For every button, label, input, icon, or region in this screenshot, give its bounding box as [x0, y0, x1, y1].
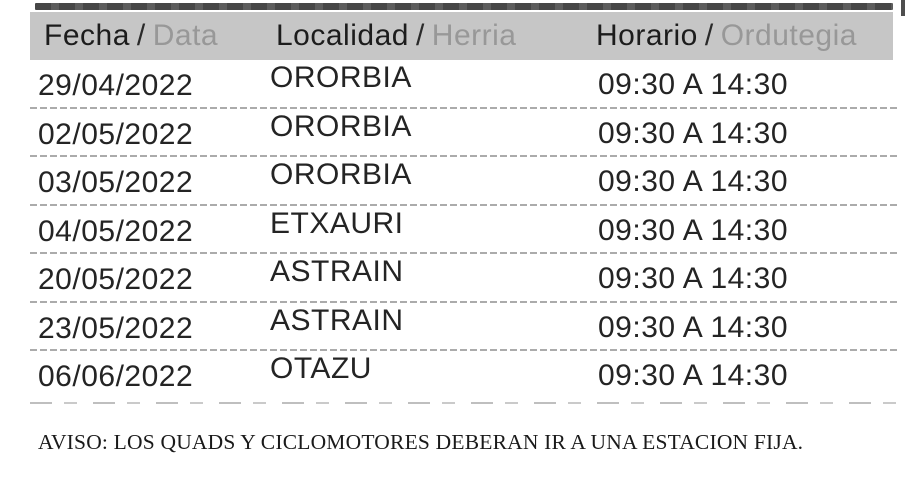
time-cell: 09:30 A 14:30: [598, 262, 789, 296]
notice-text: AVISO: LOS QUADS Y CICLOMOTORES DEBERAN IR A UNA ESTACION FIJA.: [38, 430, 804, 454]
locality-cell: ETXAURI: [270, 206, 404, 240]
table-row: [30, 157, 900, 206]
table-header-row: [30, 12, 893, 60]
time-cell: 09:30 A 14:30: [598, 310, 789, 344]
table-row: [30, 60, 900, 109]
table-body: [30, 60, 900, 400]
header-horario-eu: Ordutegia: [720, 19, 857, 52]
locality-cell: ASTRAIN: [270, 303, 404, 337]
time-cell: 09:30 A 14:30: [598, 165, 789, 199]
time-cell: 09:30 A 14:30: [598, 359, 789, 393]
table-row: [30, 109, 900, 158]
scan-artifact-mark: [901, 0, 905, 16]
date-cell: 02/05/2022: [38, 117, 194, 151]
time-cell: 09:30 A 14:30: [598, 68, 789, 102]
table-row: [30, 206, 900, 255]
locality-cell: ORORBIA: [270, 61, 412, 95]
header-cell-horario: [588, 19, 893, 53]
header-localidad-eu: Herria: [431, 19, 517, 52]
header-cell-localidad: [268, 19, 588, 53]
header-fecha-eu: Data: [152, 19, 219, 52]
date-cell: 23/05/2022: [38, 311, 194, 345]
header-horario-es: Horario: [596, 19, 698, 52]
table-row: [30, 351, 900, 400]
date-cell: 20/05/2022: [38, 263, 194, 297]
time-cell: 09:30 A 14:30: [598, 213, 789, 247]
time-cell: 09:30 A 14:30: [598, 116, 789, 150]
header-cell-fecha: [30, 19, 268, 53]
date-cell: 06/06/2022: [38, 360, 194, 394]
header-divider: /: [704, 19, 714, 52]
header-divider: /: [136, 19, 146, 52]
header-fecha-es: Fecha: [44, 19, 130, 52]
locality-cell: ORORBIA: [270, 158, 412, 192]
date-cell: 29/04/2022: [38, 69, 194, 103]
locality-cell: OTAZU: [270, 352, 372, 386]
table-row: [30, 254, 900, 303]
table-top-border: [35, 3, 893, 10]
header-divider: /: [415, 19, 425, 52]
table-row: [30, 303, 900, 352]
header-localidad-es: Localidad: [276, 19, 409, 52]
date-cell: 04/05/2022: [38, 214, 194, 248]
locality-cell: ASTRAIN: [270, 255, 404, 289]
date-cell: 03/05/2022: [38, 166, 194, 200]
locality-cell: ORORBIA: [270, 109, 412, 143]
